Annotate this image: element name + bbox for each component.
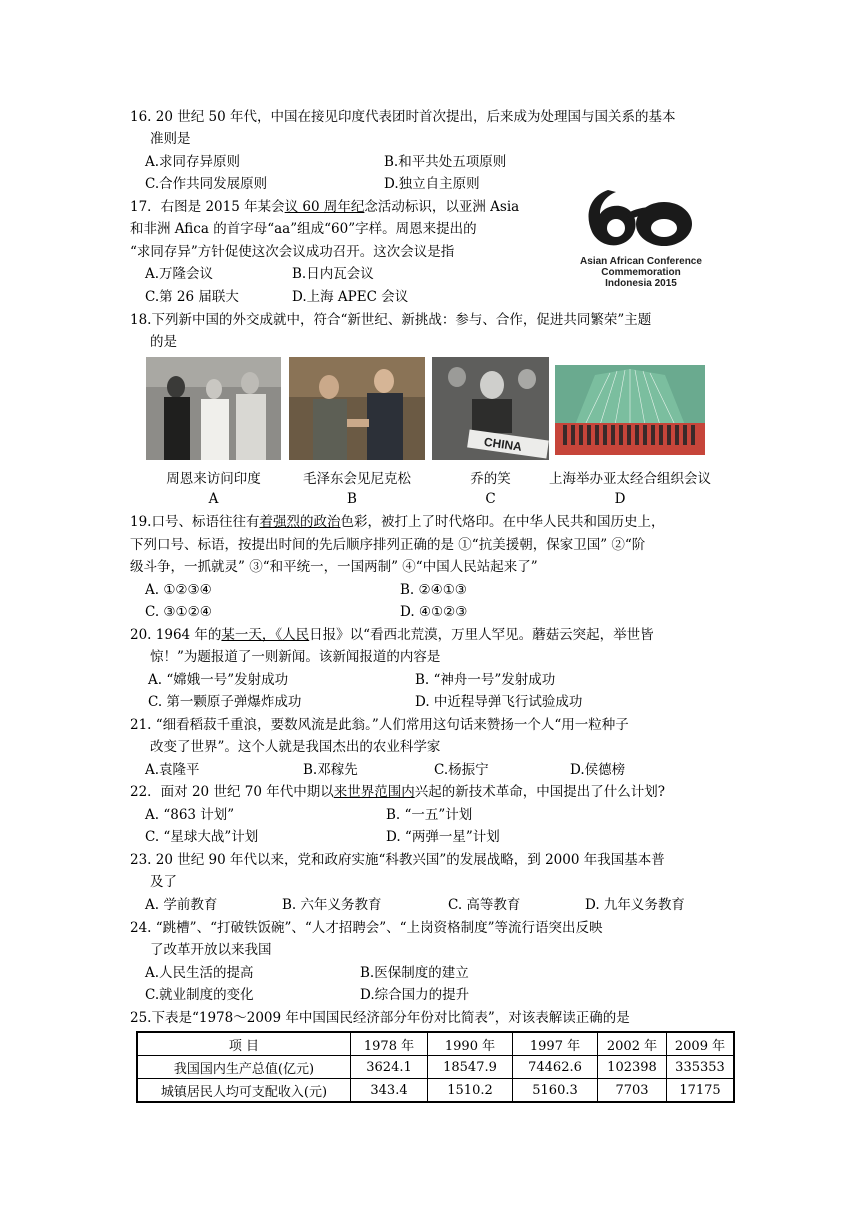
q24-option-b[interactable]: B.医保制度的建立 <box>360 965 469 981</box>
q23-option-c[interactable]: C. 高等教育 <box>448 897 521 913</box>
table-header-cell: 1978 年 <box>351 1032 428 1056</box>
q17-option-d[interactable]: D.上海 APEC 会议 <box>292 289 409 305</box>
q23-option-d[interactable]: D. 九年义务教育 <box>585 897 685 913</box>
china-banner-text: CHINA <box>483 434 523 454</box>
q18-stem: 18.下列新中国的外交成就中，符合“新世纪、新挑战：参与、合作，促进共同繁荣”主题 <box>130 312 652 328</box>
q16-option-c[interactable]: C.合作共同发展原则 <box>145 176 268 192</box>
q17-stem-line2: 和非洲 Afica 的首字母“aa”组成“60”字样。周恩来提出的 <box>130 221 477 237</box>
photo-zhou-enlai-india[interactable] <box>146 357 281 460</box>
table-cell: 102398 <box>598 1056 667 1079</box>
q24-option-d[interactable]: D.综合国力的提升 <box>360 987 470 1003</box>
table-cell: 74462.6 <box>513 1056 598 1079</box>
q23-stem-cont: 及了 <box>150 874 177 890</box>
photo-apec-shanghai[interactable] <box>555 365 705 455</box>
q17-stem: 17．右图是 2015 年某会议 60 周年纪念活动标识，以亚洲 Asia <box>130 199 520 215</box>
q22-option-c[interactable]: C. “星球大战”计划 <box>145 829 259 845</box>
table-cell: 18547.9 <box>428 1056 513 1079</box>
q17-option-a[interactable]: A.万隆会议 <box>145 266 214 282</box>
table-cell: 3624.1 <box>351 1056 428 1079</box>
aa-conference-logo <box>556 178 726 294</box>
table-row <box>137 1056 734 1079</box>
q17-option-c[interactable]: C.第 26 届联大 <box>145 289 239 305</box>
q23-option-b[interactable]: B. 六年义务教育 <box>282 897 382 913</box>
q17-option-b[interactable]: B.日内瓦会议 <box>292 266 374 282</box>
table-cell: 1510.2 <box>428 1079 513 1103</box>
q16-stem: 16. 20 世纪 50 年代，中国在接见印度代表团时首次提出，后来成为处理国与国关系的基本 <box>130 109 676 125</box>
q21-stem: 21. “细看稻菽千重浪，要数风流是此翁。”人们常用这句话来赞扬一个人“用一粒种子 <box>130 717 629 733</box>
q22-option-a[interactable]: A. “863 计划” <box>145 807 235 823</box>
q22-option-d[interactable]: D. “两弹一星”计划 <box>386 829 500 845</box>
q20-stem-cont: 惊！”为题报道了一则新闻。该新闻报道的内容是 <box>150 649 441 665</box>
q18-option-c[interactable]: C <box>485 491 496 507</box>
aa-60-mark-icon <box>556 178 726 258</box>
logo-line-1: Asian African Conference <box>580 256 702 267</box>
q21-option-d[interactable]: D.侯德榜 <box>570 762 626 778</box>
q24-stem-cont: 了改革开放以来我国 <box>150 942 272 958</box>
caption-b: 毛泽东会见尼克松 <box>303 471 411 487</box>
q23-stem: 23. 20 世纪 90 年代以来，党和政府实施“科教兴国”的发展战略，到 2000 年我国基本普 <box>130 852 665 868</box>
q16-option-b[interactable]: B.和平共处五项原则 <box>384 154 507 170</box>
q19-option-a[interactable]: A. ①②③④ <box>145 582 212 598</box>
table-row <box>137 1079 734 1103</box>
economy-table <box>136 1031 735 1103</box>
q18-option-d[interactable]: D <box>614 491 626 507</box>
q16-option-d[interactable]: D.独立自主原则 <box>384 176 480 192</box>
table-cell: 7703 <box>598 1079 667 1103</box>
q19-stem-line2: 下列口号、标语，按提出时间的先后顺序排列正确的是 ①“抗美援朝，保家卫国” ②“阶 <box>130 537 646 553</box>
table-header-row <box>137 1032 734 1056</box>
q16-option-a[interactable]: A.求同存异原则 <box>145 154 241 170</box>
q24-stem: 24. “跳槽”、“打破铁饭碗”、“人才招聘会”、“上岗资格制度”等流行语突出反映 <box>130 920 603 936</box>
table-header-cell: 1990 年 <box>428 1032 513 1056</box>
table-cell: 5160.3 <box>513 1079 598 1103</box>
q20-option-b[interactable]: B. “神舟一号”发射成功 <box>415 672 556 688</box>
q19-stem: 19.口号、标语往往有着强烈的政治色彩，被打上了时代烙印。在中华人民共和国历史上， <box>130 514 665 530</box>
q20-option-d[interactable]: D. 中近程导弹飞行试验成功 <box>415 694 583 710</box>
q18-option-a[interactable]: A <box>208 491 219 507</box>
q25-stem: 25.下表是“1978～2009 年中国国民经济部分年份对比简表”，对该表解读正确的是 <box>130 1010 630 1026</box>
q22-stem: 22．面对 20 世纪 70 年代中期以来世界范围内兴起的新技术革命，中国提出了什么计划? <box>130 784 665 800</box>
table-cell: 343.4 <box>351 1079 428 1103</box>
table-cell: 335353 <box>667 1056 735 1079</box>
photo-mao-nixon[interactable] <box>289 357 425 460</box>
q17-stem-line3: “求同存异”方针促使这次会议成功召开。这次会议是指 <box>130 244 455 260</box>
caption-a: 周恩来访问印度 <box>166 471 261 487</box>
q19-option-c[interactable]: C. ③①②④ <box>145 604 212 620</box>
q24-option-a[interactable]: A.人民生活的提高 <box>145 965 254 981</box>
table-cell: 城镇居民人均可支配收入(元) <box>137 1079 351 1103</box>
table-header-cell: 1997 年 <box>513 1032 598 1056</box>
logo-line-3: Indonesia 2015 <box>605 278 677 289</box>
table-header-cell: 项 目 <box>137 1032 351 1056</box>
table-cell: 17175 <box>667 1079 735 1103</box>
q21-option-c[interactable]: C.杨振宁 <box>434 762 489 778</box>
photo-qiao-smile[interactable] <box>432 357 549 460</box>
q19-option-d[interactable]: D. ④①②③ <box>400 604 468 620</box>
q22-option-b[interactable]: B. “一五”计划 <box>386 807 473 823</box>
q20-stem: 20. 1964 年的某一天，《人民日报》以“看西北荒漠，万里人罕见。蘑菇云突起，举世皆 <box>130 627 654 643</box>
q19-option-b[interactable]: B. ②④①③ <box>400 582 467 598</box>
q18-stem-cont: 的是 <box>150 334 177 350</box>
q18-option-b[interactable]: B <box>347 491 357 507</box>
q21-option-b[interactable]: B.邓稼先 <box>303 762 358 778</box>
q16-stem-cont: 准则是 <box>150 131 191 147</box>
q23-option-a[interactable]: A. 学前教育 <box>145 897 218 913</box>
q19-stem-line3: 级斗争，一抓就灵” ③“和平统一，一国两制” ④“中国人民站起来了” <box>130 559 538 575</box>
q21-stem-cont: 改变了世界”。这个人就是我国杰出的农业科学家 <box>150 739 441 755</box>
caption-d: 上海举办亚太经合组织会议 <box>549 471 711 487</box>
table-cell: 我国国内生产总值(亿元) <box>137 1056 351 1079</box>
logo-line-2: Commemoration <box>601 267 681 278</box>
table-header-cell: 2009 年 <box>667 1032 735 1056</box>
table-header-cell: 2002 年 <box>598 1032 667 1056</box>
caption-c: 乔的笑 <box>470 471 511 487</box>
q24-option-c[interactable]: C.就业制度的变化 <box>145 987 254 1003</box>
q21-option-a[interactable]: A.袁隆平 <box>145 762 200 778</box>
q20-option-a[interactable]: A. “嫦娥一号”发射成功 <box>148 672 289 688</box>
q20-option-c[interactable]: C. 第一颗原子弹爆炸成功 <box>148 694 302 710</box>
